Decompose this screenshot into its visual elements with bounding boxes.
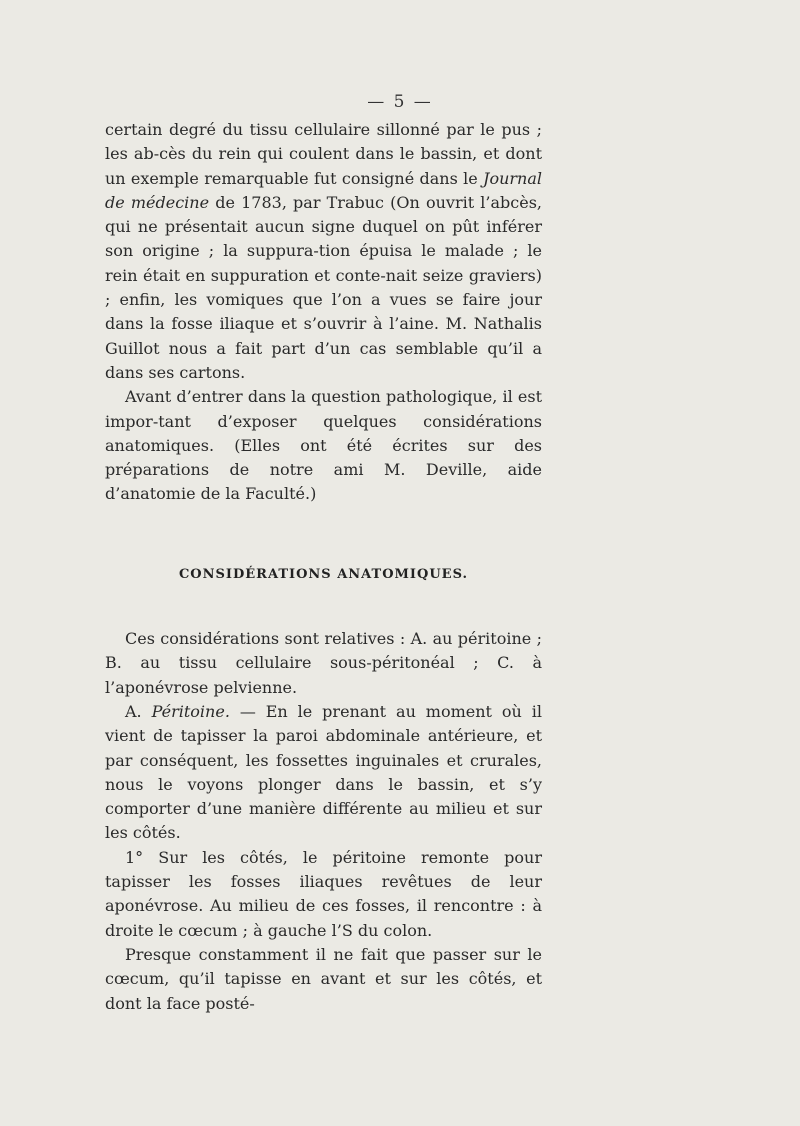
paragraphs-top: [105, 118, 542, 507]
paragraphs-bottom: [105, 627, 542, 1016]
text-run: certain degré du tissu cellulaire sillonné par le pus ; les ab-cès du rein qui coulent dans le bassin, et dont un exemple remarquable fut consigné dans le: [105, 120, 542, 188]
body-text: [105, 118, 542, 1016]
page-number: — 5 —: [367, 92, 433, 112]
text-run: Presque constamment il ne fait que passer sur le cœcum, qu’il tapisse en avant et sur les côtés, et dont la face posté-: [105, 944, 542, 1013]
italic-text: Péritoine.: [151, 701, 230, 721]
paragraph: [105, 118, 542, 385]
text-run: Avant d’entrer dans la question pathologique, il est impor-tant d’exposer quelques considérations anatomiques. (Elles ont été écrites sur des préparations de notre ami M. Deville, aide d’anatomie de la Faculté.): [105, 387, 542, 504]
text-run: de 1783, par Trabuc (On ouvrit l’abcès, qui ne présentait aucun signe duquel on pût inférer son origine ; la suppura-tion épuisa le malade ; le rein était en suppuration et conte-nait seize graviers) ; enfin, les vomiques que l’on a vues se faire jour dans la fosse iliaque et s’ouvrir à l’aine. M. Nathalis Guillot nous a fait part d’un cas semblable qu’il a dans ses cartons.: [105, 192, 543, 382]
section-heading: CONSIDÉRATIONS ANATOMIQUES.: [178, 566, 469, 582]
text-run: 1° Sur les côtés, le péritoine remonte pour tapisser les fosses iliaques revêtues de leur aponévrose. Au milieu de ces fosses, il rencontre : à droite le cœcum ; à gauche l’S du colon.: [105, 847, 542, 940]
paragraph: [105, 627, 542, 700]
paragraph: [105, 846, 542, 943]
paragraph: [105, 385, 542, 506]
italic-text: Journal de médecine: [105, 168, 542, 212]
paragraph: [105, 943, 542, 1016]
text-run: — En le prenant au moment où il vient de tapisser la paroi abdominale antérieure, et par conséquent, les fossettes inguinales et crurales, nous le voyons plonger dans le bassin, et s’y comporter d’une manière différente au milieu et sur les côtés.: [105, 701, 543, 843]
text-run: Ces considérations sont relatives : A. au péritoine ; B. au tissu cellulaire sous-péritonéal ; C. à l’aponévrose pelvienne.: [105, 629, 542, 697]
paragraph: [105, 700, 542, 846]
text-run: A.: [125, 701, 152, 721]
